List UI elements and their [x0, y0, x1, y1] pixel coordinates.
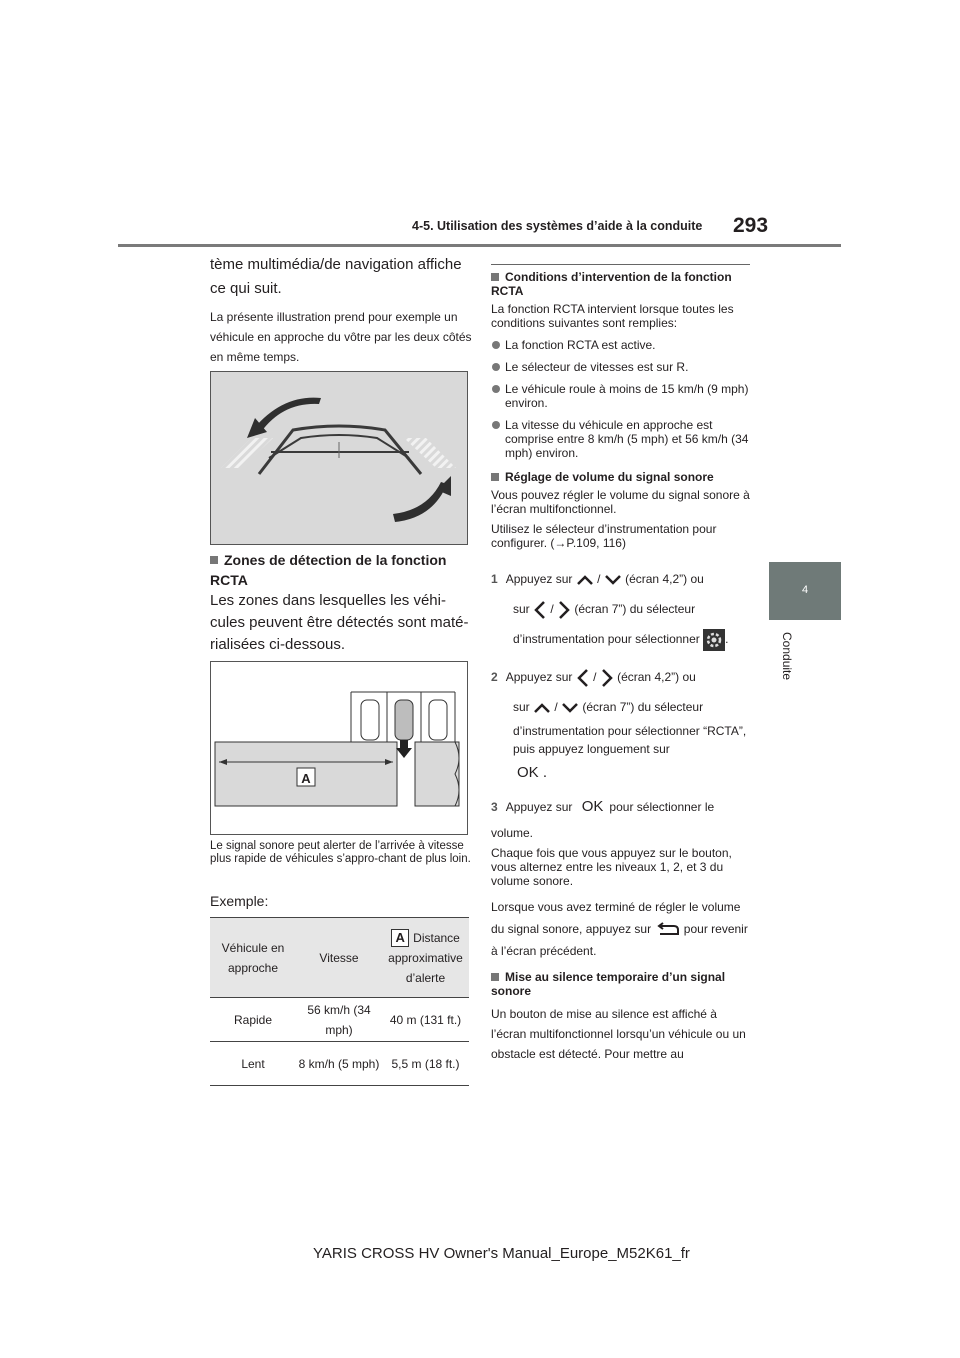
ok-icon: OK [581, 798, 604, 815]
zones-body: Les zones dans lesquelles les véhi-cules peuvent être détectés sont maté-rialisées ci-dessous. [210, 592, 469, 653]
parked-car-right [429, 700, 447, 740]
step-3-body: Chaque fois que vous appuyez sur le bouton, vous alternez entre les niveaux 1, 2, et 3 du volume sonore. [491, 846, 732, 888]
condition-item: Le véhicule roule à moins de 15 km/h (9 mph) environ. [491, 382, 750, 410]
heading-square-icon [491, 273, 499, 281]
table-cell: 40 m (131 ft.) [382, 998, 469, 1042]
table-cell: 5,5 m (18 ft.) [382, 1042, 469, 1086]
table-cell: 8 km/h (5 mph) [296, 1042, 382, 1086]
volume-heading: Réglage de volume du signal sonore [491, 470, 750, 484]
table-cell: 56 km/h (34 mph) [296, 998, 382, 1042]
heading-square-icon [491, 973, 499, 981]
table-cell: Rapide [210, 998, 296, 1042]
table-row [210, 1042, 469, 1086]
table-header: Vitesse [296, 918, 382, 998]
step-number: 1 [491, 572, 498, 586]
condition-item: La vitesse du véhicule en approche est comprise entre 8 km/h (5 mph) et 56 km/h (34 mph) environ. [491, 418, 750, 460]
step-2: 2 Appuyez sur / (écran 4,2”) ou sur / (écran 7”) du sélecteur d’instrumentation pour sélectionner “RCTA”, puis appuyez longuement sur OK . [491, 662, 750, 788]
header-divider [118, 244, 841, 247]
return-icon [654, 922, 680, 938]
left-zone [221, 438, 273, 468]
step-3: 3 Appuyez sur OK pour sélectionner le volume. [491, 798, 715, 840]
chevron-up-icon [576, 574, 594, 586]
page-number: 293 [733, 214, 769, 237]
volume-body: Vous pouvez régler le volume du signal sonore à l’écran multifonctionnel. [491, 488, 750, 516]
mute-heading: Mise au silence temporaire d’un signal sonore [491, 970, 726, 998]
table-header-row [210, 918, 469, 998]
chevron-left-icon [576, 668, 590, 688]
heading-square-icon [491, 473, 499, 481]
section-title: 4-5. Utilisation des systèmes d’aide à la conduite [412, 219, 703, 233]
detection-zone-drawing [211, 662, 467, 834]
parked-car-left [361, 700, 379, 740]
illustration-intro: La présente illustration prend pour exemple un véhicule en approche du vôtre par les deux côtés en même temps. [210, 310, 472, 364]
zone-right-area [415, 742, 459, 806]
zone-a-label: A [301, 771, 311, 786]
conditions-body: La fonction RCTA intervient lorsque toutes les conditions suivantes sont remplies: [491, 302, 734, 330]
chevron-down-icon [604, 574, 622, 586]
chapter-label [780, 632, 820, 692]
own-vehicle [395, 700, 413, 740]
lead-text: tème multimédia/de navigation affiche ce qui suit. [210, 256, 462, 297]
chevron-down-icon [561, 702, 579, 714]
figure-caption: Le signal sonore peut alerter de l’arrivée à vitesse plus rapide de véhicules s’appro-chant de plus loin. [210, 840, 471, 865]
heading-square-icon [210, 556, 218, 564]
chapter-number: 4 [801, 584, 809, 596]
step-number: 2 [491, 670, 498, 684]
chapter-label-text: Conduite [780, 632, 794, 681]
right-approach-arrow [393, 482, 447, 522]
chevron-left-icon [533, 600, 547, 620]
mute-body: Un bouton de mise au silence est affiché à l’écran multifonctionnel lorsqu’un véhicule ou un obstacle est détecté. Pour mettre au [491, 1007, 746, 1061]
table-row [210, 998, 469, 1042]
right-column [491, 264, 750, 1064]
step-1: 1 Appuyez sur / (écran 4,2”) ou sur / (écran 7”) du sélecteur d’instrumentation pour sélectionner . [491, 564, 750, 654]
table-cell: Lent [210, 1042, 296, 1086]
table-header: A Distance approximative d’alerte [382, 918, 469, 998]
step-number: 3 [491, 800, 498, 814]
rear-view-drawing [211, 372, 467, 544]
ok-icon: OK [517, 764, 539, 781]
chapter-tab [769, 562, 841, 620]
detection-zone-illustration [210, 661, 468, 835]
gear-icon [703, 629, 725, 651]
conditions-heading: Conditions d’intervention de la fonction RCTA [491, 270, 732, 298]
reverse-arrow [396, 748, 412, 758]
rear-view-illustration [210, 371, 468, 545]
volume-instruction: Utilisez le sélecteur d’instrumentation pour configurer. (→P.109, 116) [491, 522, 717, 550]
chevron-up-icon [533, 702, 551, 714]
example-label: Exemple: [210, 893, 269, 909]
condition-item: La fonction RCTA est active. [491, 338, 750, 352]
table-header: Véhicule en approche [210, 918, 296, 998]
done-text: Lorsque vous avez terminé de régler le volume du signal sonore, appuyez sur pour revenir à l’écran précédent. [491, 900, 748, 958]
condition-item: Le sélecteur de vitesses est sur R. [491, 360, 750, 374]
speed-table [210, 917, 469, 1086]
chevron-right-icon [557, 600, 571, 620]
left-column [210, 253, 472, 367]
zones-heading: Zones de détection de la fonction RCTA [210, 552, 447, 588]
footer-manual-id: YARIS CROSS HV Owner's Manual_Europe_M52K61_fr [313, 1245, 690, 1262]
zone-a-badge: A [391, 929, 409, 947]
chevron-right-icon [600, 668, 614, 688]
step-2-text: d’instrumentation pour sélectionner “RCTA”, puis appuyez longuement sur [513, 724, 747, 756]
